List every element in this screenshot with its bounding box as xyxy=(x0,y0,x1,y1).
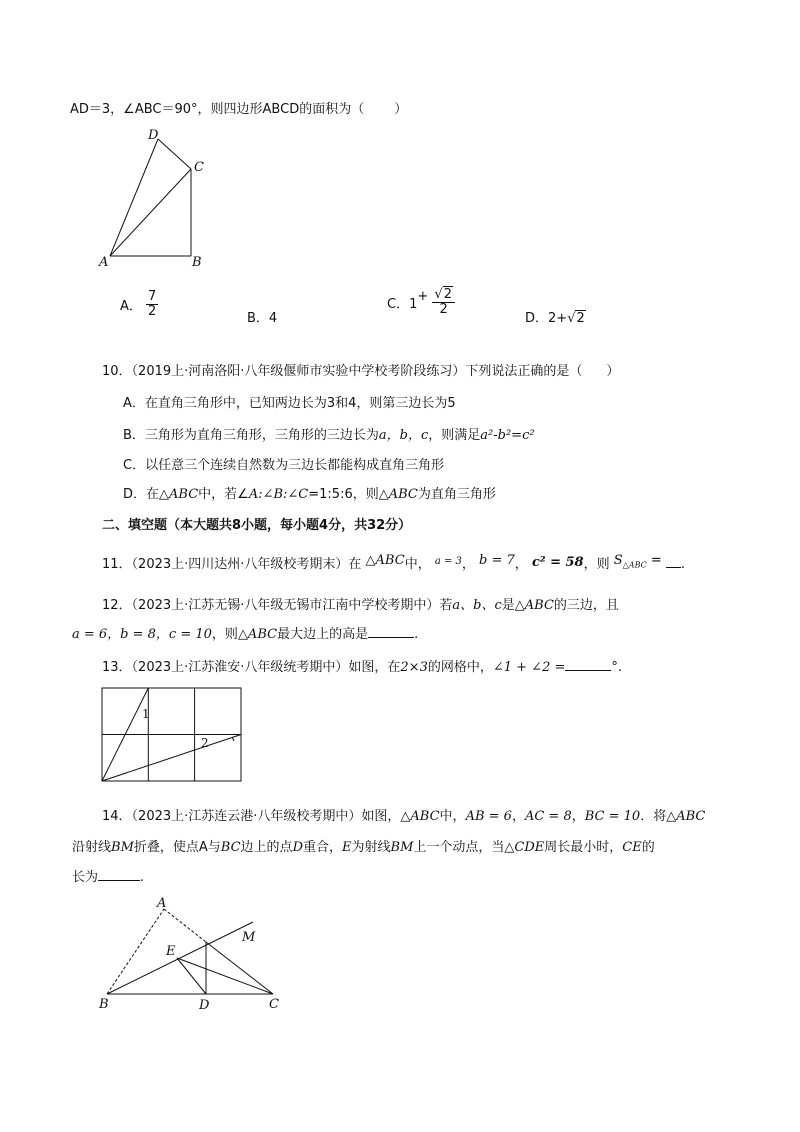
q13-ray-2 xyxy=(102,735,241,782)
q14-label-E: E xyxy=(166,944,176,959)
q9-label-A: A xyxy=(99,255,109,270)
q14-figure xyxy=(95,895,295,1015)
q12-line1: 12．（2023上·江苏无锡·八年级无锡市江南中学校考期中）若a、b、c是△ABC的三边，且 xyxy=(102,598,619,613)
q14-edge-AF-dashed xyxy=(164,909,206,942)
q14-label-A: A xyxy=(157,896,167,911)
q10-stem: 10．（2019上·河南洛阳·八年级偃师市实验中学校考阶段练习）下列说法正确的是（ ） xyxy=(102,364,620,379)
q11-answer-blank[interactable] xyxy=(666,554,681,568)
q9-label-B: B xyxy=(192,255,202,270)
q9-stem-close: ） xyxy=(394,102,408,117)
q9-fraction-A: $\frac{7}{2}$ xyxy=(148,289,157,319)
q14-label-M: M xyxy=(242,930,256,945)
q13-grid-figure xyxy=(100,685,245,785)
q9-option-A: A． $\frac{7}{2}$ xyxy=(120,289,157,319)
q9-label-D: D xyxy=(148,128,159,143)
q9-stem-text: AD＝3，∠ABC＝90°，则四边形ABCD的面积为（ xyxy=(70,102,365,117)
q10-option-D: D．在△ABC中，若∠A:∠B:∠C=1:5:6，则△ABC为直角三角形 xyxy=(123,487,496,502)
q14-line2: 沿射线BM折叠，使点A与BC边上的点D重合，E为射线BM上一个动点，当△CDE周长最小时，CE的 xyxy=(72,840,655,855)
q14-ray-BM xyxy=(107,922,253,994)
q13-stem: 13．（2023上·江苏淮安·八年级统考期中）如图，在2×3的网格中，∠1 + ∠2 = °. xyxy=(102,656,622,675)
q9-edge-CD xyxy=(158,139,191,169)
q12-line2: a = 6，b = 8，c = 10，则△ABC最大边上的高是 . xyxy=(72,623,418,642)
q14-label-C: C xyxy=(269,997,279,1012)
q9-label-C: C xyxy=(194,160,204,175)
q9-edge-DA xyxy=(110,139,158,256)
q13-answer-blank[interactable] xyxy=(565,657,611,671)
q9-fraction-C: $\frac{√2}{2}$ xyxy=(432,288,455,317)
q9-stem xyxy=(70,98,407,117)
q14-edge-FC xyxy=(206,942,273,994)
q9-diagonal-AC xyxy=(110,169,191,256)
q11: 11．（2023上·四川达州·八年级校考期末）在 △ABC中， $^{a = 3}$， b = 7， c² = 58，则 $S_{\triangle ABC}$ = . xyxy=(102,553,686,572)
q9-option-C: C．1+ $\frac{√2}{2}$ xyxy=(387,288,455,317)
q13-angle-label-1: 1 xyxy=(142,707,150,721)
q9-figure xyxy=(95,125,215,270)
q14-answer-blank[interactable] xyxy=(98,867,140,881)
q9-option-D: D．2+√2 xyxy=(525,311,585,326)
q14-edge-BA-dashed xyxy=(107,909,164,994)
q10-option-B: B．三角形为直角三角形，三角形的三边长为a，b，c，则满足a²-b²=c² xyxy=(123,428,535,443)
q14-label-B: B xyxy=(99,997,109,1012)
q10-option-A: A．在直角三角形中，已知两边长为3和4，则第三边长为5 xyxy=(123,396,456,411)
q14-line1: 14．（2023上·江苏连云港·八年级校考期中）如图，△ABC中，AB = 6，AC = 8，BC = 10．将△ABC xyxy=(102,809,706,824)
q12-answer-blank[interactable] xyxy=(368,624,414,638)
q14-label-D: D xyxy=(199,998,210,1013)
q11-area-symbol: $S_{\triangle ABC}$ xyxy=(613,553,647,570)
q9-option-B: B．4 xyxy=(247,311,278,326)
q10-option-C: C．以任意三个连续自然数为三边长都能构成直角三角形 xyxy=(123,458,445,473)
section-heading-fill-blank: 二、填空题（本大题共8小题，每小题4分，共32分） xyxy=(102,518,412,533)
q13-angle-label-2: 2 xyxy=(201,736,209,750)
q14-line3: 长为 . xyxy=(72,866,144,885)
